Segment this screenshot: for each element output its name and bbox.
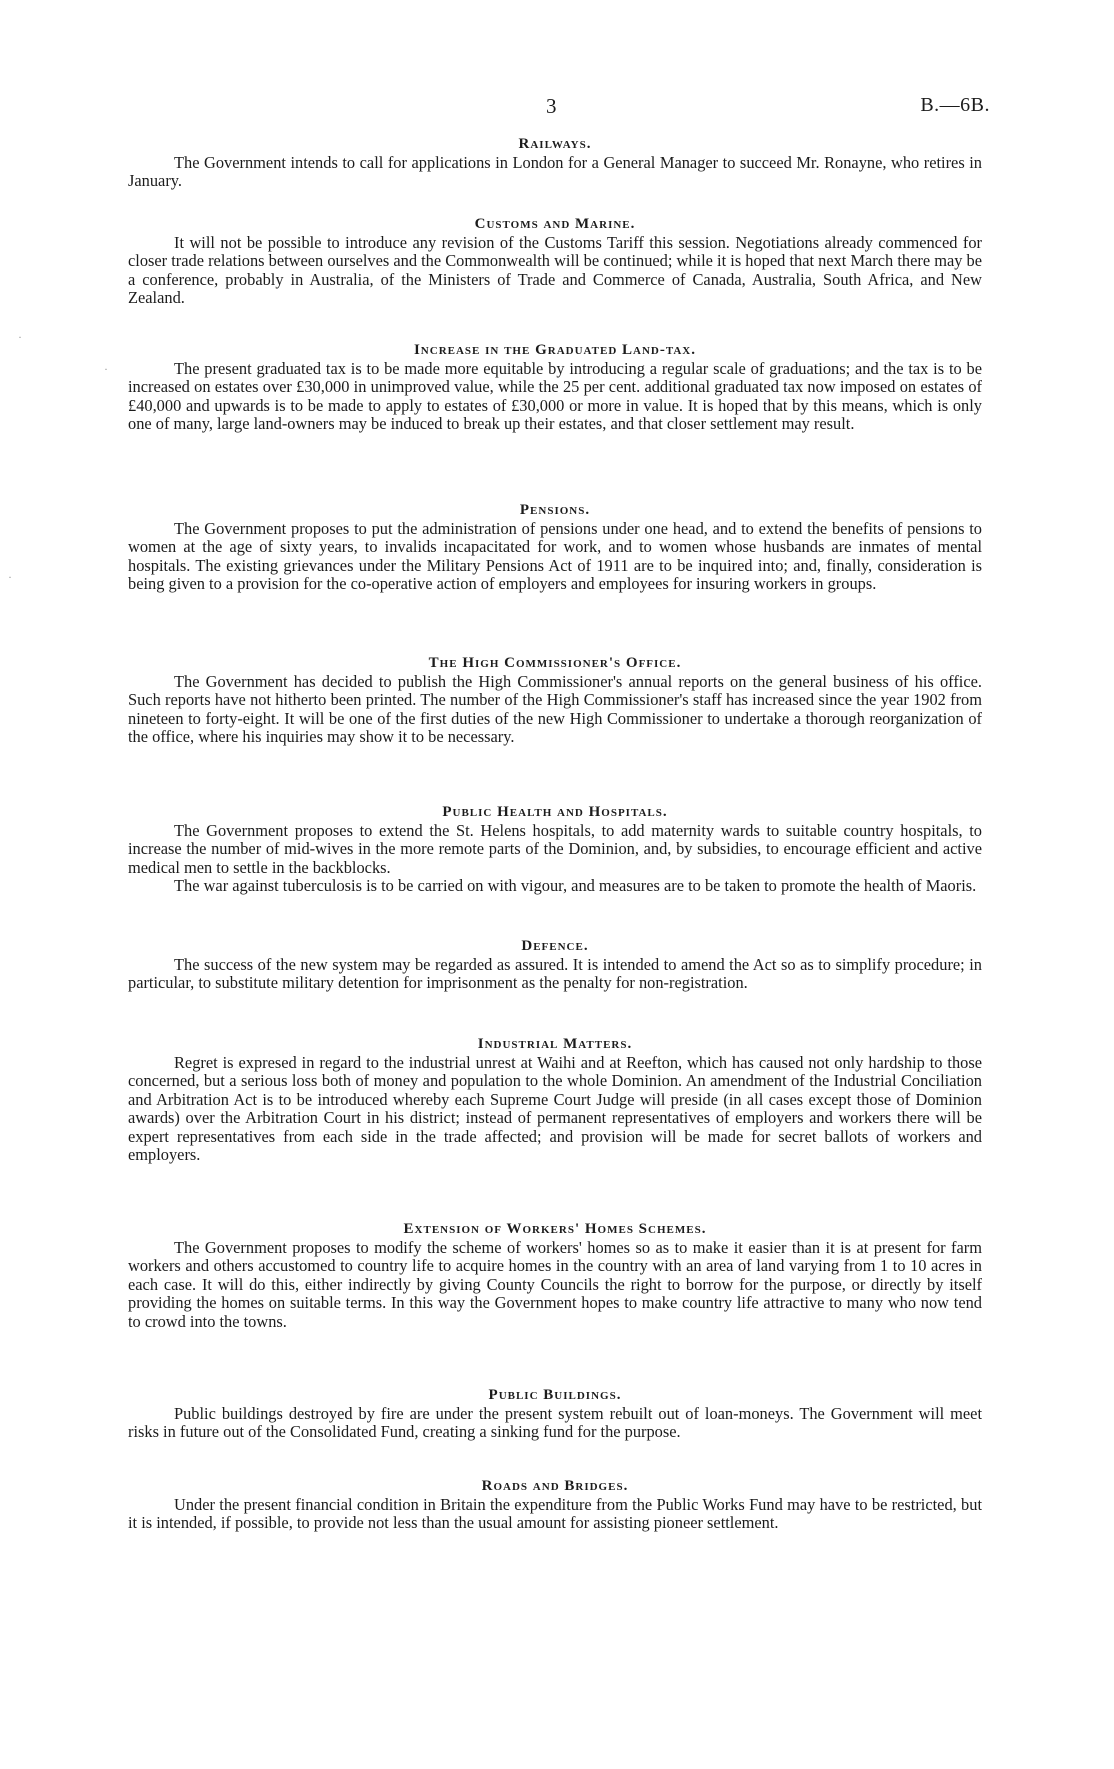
section-high-commissioners-office (128, 653, 982, 747)
section-public-health-and-hospitals (128, 802, 982, 896)
section-roads-and-bridges (128, 1476, 982, 1533)
document-reference: B.—6B. (920, 94, 990, 116)
section-customs-and-marine (128, 214, 982, 308)
section-heading: Industrial Matters. (477, 1036, 633, 1052)
paragraph: Under the present financial condition in Britain the expenditure from the Public Works Fund may have to be restricted, but it is intended, if possible, to provide not less than the usual amount for assisting pioneer settlement. (128, 1495, 982, 1533)
section-heading: Public Buildings. (488, 1387, 622, 1403)
section-industrial-matters (128, 1034, 982, 1164)
scan-mark: · (104, 362, 108, 376)
page-number: 3 (546, 94, 557, 118)
scan-mark: · (18, 330, 22, 344)
paragraph: The Government proposes to modify the scheme of workers' homes so as to make it easier than it is at present for farm workers and others accustomed to country life to acquire homes in the country with an area of land varying from 1 to 10 acres in each case. It will do this, either indirectly by giving County Councils the right to borrow for the purpose, or directly by itself providing the homes on suitable terms. In this way the Government hopes to make country life attractive to many who now tend to crowd into the towns. (128, 1238, 982, 1331)
section-heading: Pensions. (519, 502, 591, 518)
page-header (0, 94, 1114, 122)
paragraph: The Government has decided to publish the High Commissioner's annual reports on the general business of his office. Such reports have not hitherto been printed. The number of the High Commissioner's staff has increased since the year 1902 from nineteen to forty-eight. It will be one of the first duties of the new High Commissioner to undertake a thorough reorganization of the office, where his inquiries may show it to be necessary. (128, 672, 982, 747)
section-railways (128, 134, 982, 191)
paragraph: Regret is expresed in regard to the industrial unrest at Waihi and at Reefton, which has caused not only hardship to those concerned, but a serious loss both of money and population to the whole Dominion. An amendment of the Industrial Conciliation and Arbitration Act is to be introduced whereby each Supreme Court Judge will preside (in all cases except those of Dominion awards) over the Arbitration Court in his district; instead of permanent representatives of employers and workers there will be expert representatives from each side in the trade affected; and provision will be made for secret ballots of workers and employers. (128, 1053, 982, 1165)
section-heading: Customs and Marine. (474, 216, 636, 232)
paragraph: It will not be possible to introduce any revision of the Customs Tariff this session. Negotiations already commenced for closer trade relations between ourselves and the Commonwealth will be continued; while it is hoped that next March there may be a conference, probably in Australia, of the Ministers of Trade and Commerce of Canada, Australia, South Africa, and New Zealand. (128, 233, 982, 308)
section-public-buildings (128, 1385, 982, 1442)
paragraph: The success of the new system may be regarded as assured. It is intended to amend the Act so as to simplify procedure; in particular, to substitute military detention for imprisonment as the penalty for non-registration. (128, 955, 982, 993)
paragraph: The present graduated tax is to be made more equitable by introducing a regular scale of graduations; and the tax is to be increased on estates over £30,000 in unimproved value, while the 25 per cent. additional graduated tax now imposed on estates of £40,000 and upwards is to be made to apply to estates of £30,000 or more in value. It is hoped that by this means, which is only one of many, large land-owners may be induced to break up their estates, and that closer settlement may result. (128, 359, 982, 434)
section-heading: Railways. (518, 136, 592, 152)
section-defence (128, 936, 982, 993)
paragraph: The Government proposes to extend the St. Helens hospitals, to add maternity wards to suitable country hospitals, to increase the number of mid-wives in the more remote parts of the Dominion, and, by subsidies, to encourage efficient and active medical men to settle in the backblocks. (128, 821, 982, 877)
section-heading: Extension of Workers' Homes Schemes. (403, 1221, 707, 1237)
paragraph: The Government proposes to put the administration of pensions under one head, and to extend the benefits of pensions to women at the age of sixty years, to invalids incapacitated for work, and to women whose husbands are inmates of mental hospitals. The existing grievances under the Military Pensions Act of 1911 are to be inquired into; and, finally, consideration is being given to a provision for the co-operative action of employers and employees for insuring workers in groups. (128, 519, 982, 594)
section-heading: Public Health and Hospitals. (442, 804, 668, 820)
section-workers-homes-schemes (128, 1219, 982, 1331)
scan-mark: · (8, 570, 12, 584)
section-heading: Increase in the Graduated Land-tax. (413, 342, 697, 358)
section-heading: Roads and Bridges. (481, 1478, 629, 1494)
section-heading: The High Commissioner's Office. (428, 655, 682, 671)
paragraph: Public buildings destroyed by fire are under the present system rebuilt out of loan-moneys. The Government will meet risks in future out of the Consolidated Fund, creating a sinking fund for the purpose. (128, 1404, 982, 1442)
paragraph: The Government intends to call for applications in London for a General Manager to succeed Mr. Ronayne, who retires in January. (128, 153, 982, 191)
paragraph: The war against tuberculosis is to be carried on with vigour, and measures are to be taken to promote the health of Maoris. (174, 876, 977, 896)
section-pensions (128, 500, 982, 594)
section-graduated-land-tax (128, 340, 982, 434)
section-heading: Defence. (521, 938, 589, 954)
